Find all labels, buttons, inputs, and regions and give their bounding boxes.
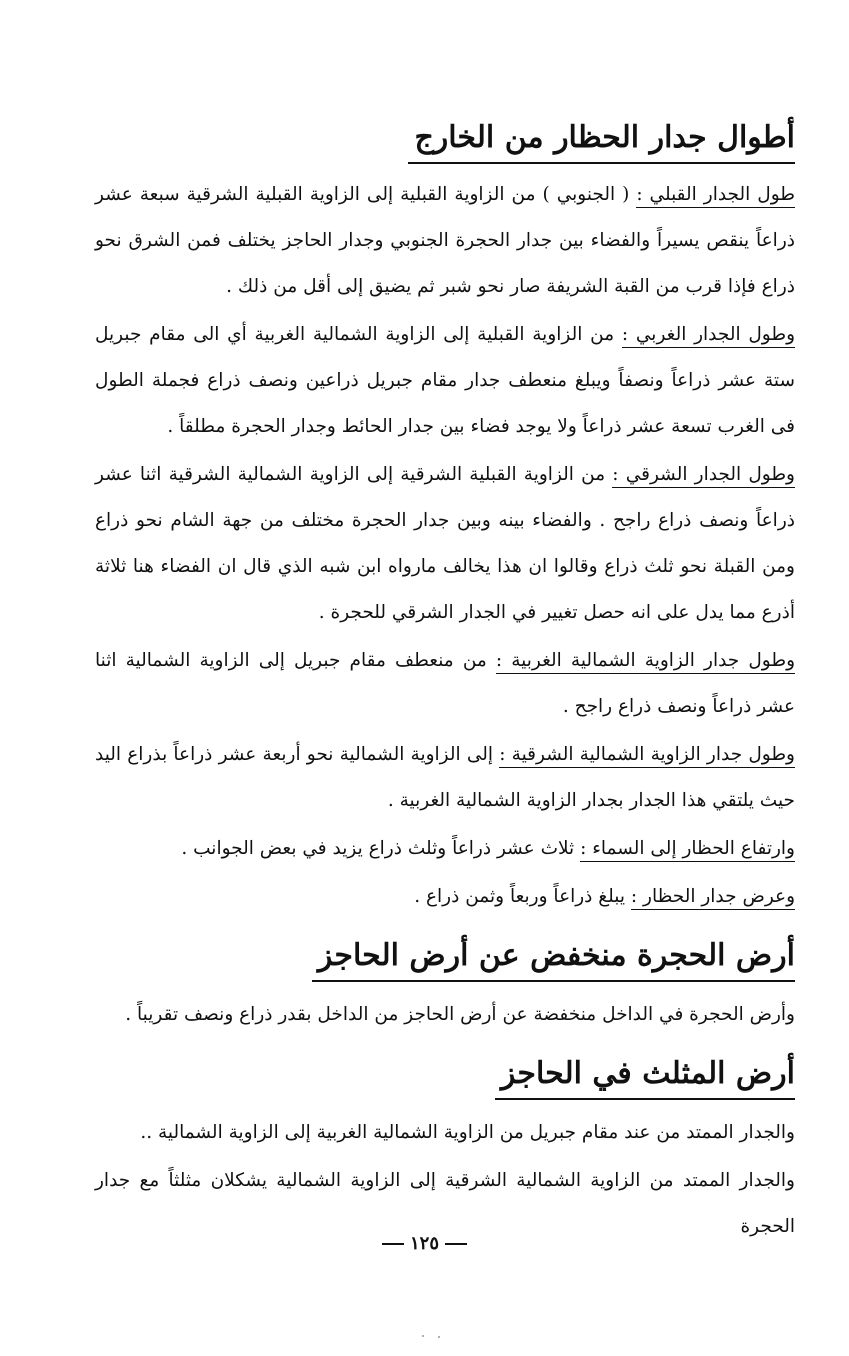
paragraph-triangle-line-2: والجدار الممتد من الزاوية الشمالية الشرقية إلى الزاوية الشمالية يشكلان مثلثاً مع جدار الحجرة (95, 1170, 795, 1237)
paragraph-text: ثلاث عشر ذراعاً وثلث ذراع يزيد في بعض الجوانب . (181, 838, 581, 859)
paragraph-triangle-line-1: والجدار الممتد من عند مقام جبريل من الزاوية الشمالية الغربية إلى الزاوية الشمالية .. (140, 1122, 795, 1143)
paragraph-text: يبلغ ذراعاً وربعاً وثمن ذراع . (414, 886, 631, 907)
page-body (95, 110, 795, 1270)
paragraph-label: وطول جدار الزاوية الشمالية الشرقية : (499, 744, 795, 768)
paragraph-label: وارتفاع الحظار إلى السماء : (580, 838, 795, 862)
paragraph-text: من الزاوية القبلية الشرقية إلى الزاوية الشمالية الشرقية اثنا عشر ذراعاً ونصف ذراع راجح . والفضاء بينه وبين جدار الحجرة مختلف من جهة الشام نحو ذراع ومن القبلة نحو ثلث ذراع وقالوا ان هذا يخالف مارواه ابن شبه الذي قال ان الفضاء هنا ثلاثة أذرع مما يدل على انه حصل تغيير في الجدار الشرقي للحجرة . (95, 464, 795, 623)
speck (422, 1335, 424, 1337)
paragraph-label: وطول الجدار الشرقي : (612, 464, 795, 488)
paragraph-chamber-floor: وأرض الحجرة في الداخل منخفضة عن أرض الحاجز من الداخل بقدر ذراع ونصف تقريباً . (125, 1004, 795, 1025)
scan-specks (420, 1333, 450, 1341)
paragraph-text: ( الجنوبي ) من الزاوية القبلية إلى الزاوية القبلية الشرقية سبعة عشر ذراعاً ينقص يسيراً والفضاء بين جدار الحجرة الجنوبي وجدار الحاجز يختلف فمن الشرق نحو ذراع فإذا قرب من القبة الشريفة صار نحو شبر ثم يضيق إلى أقل من ذلك . (95, 184, 795, 297)
paragraph-western-wall (95, 312, 795, 450)
paragraph-text: إلى الزاوية الشمالية نحو أربعة عشر ذراعاً بذراع اليد حيث يلتقي هذا الجدار بجدار الزاوية الشمالية الغربية . (95, 744, 795, 811)
paragraph-text: من منعطف مقام جبريل إلى الزاوية الشمالية اثنا عشر ذراعاً ونصف ذراع راجح . (95, 650, 795, 717)
paragraph-wall-width (95, 874, 795, 920)
paragraph-label: وطول جدار الزاوية الشمالية الغربية : (496, 650, 795, 674)
page-number (0, 1233, 849, 1254)
paragraph-northwest-corner-wall (95, 638, 795, 730)
paragraph-label: وطول الجدار الغربي : (622, 324, 795, 348)
section-heading-chamber-floor: أرض الحجرة منخفض عن أرض الحاجز (312, 938, 795, 982)
paragraph-wall-height (95, 826, 795, 872)
paragraph-text: من الزاوية القبلية إلى الزاوية الشمالية الغربية أي الى مقام جبريل ستة عشر ذراعاً ونصفاً ويبلغ منعطف جدار مقام جبريل ذراعين ونصف ذراع فجملة الطول فى الغرب تسعة عشر ذراعاً ولا يوجد فضاء بين جدار الحائط وجدار الحجرة مطلقاً . (95, 324, 795, 437)
page-number-text: ١٢٥ (409, 1233, 439, 1254)
paragraph-label: وعرض جدار الحظار : (631, 886, 795, 910)
dash-decoration (382, 1243, 404, 1245)
section-heading-triangle-floor: أرض المثلث في الحاجز (495, 1056, 795, 1100)
speck (438, 1336, 440, 1338)
paragraph-label: طول الجدار القبلي : (636, 184, 795, 208)
paragraph-eastern-wall (95, 452, 795, 636)
paragraph-northeast-corner-wall (95, 732, 795, 824)
paragraph-qibli-wall (95, 172, 795, 310)
dash-decoration (445, 1243, 467, 1245)
section-heading-outer-wall-lengths: أطوال جدار الحظار من الخارج (408, 120, 795, 164)
